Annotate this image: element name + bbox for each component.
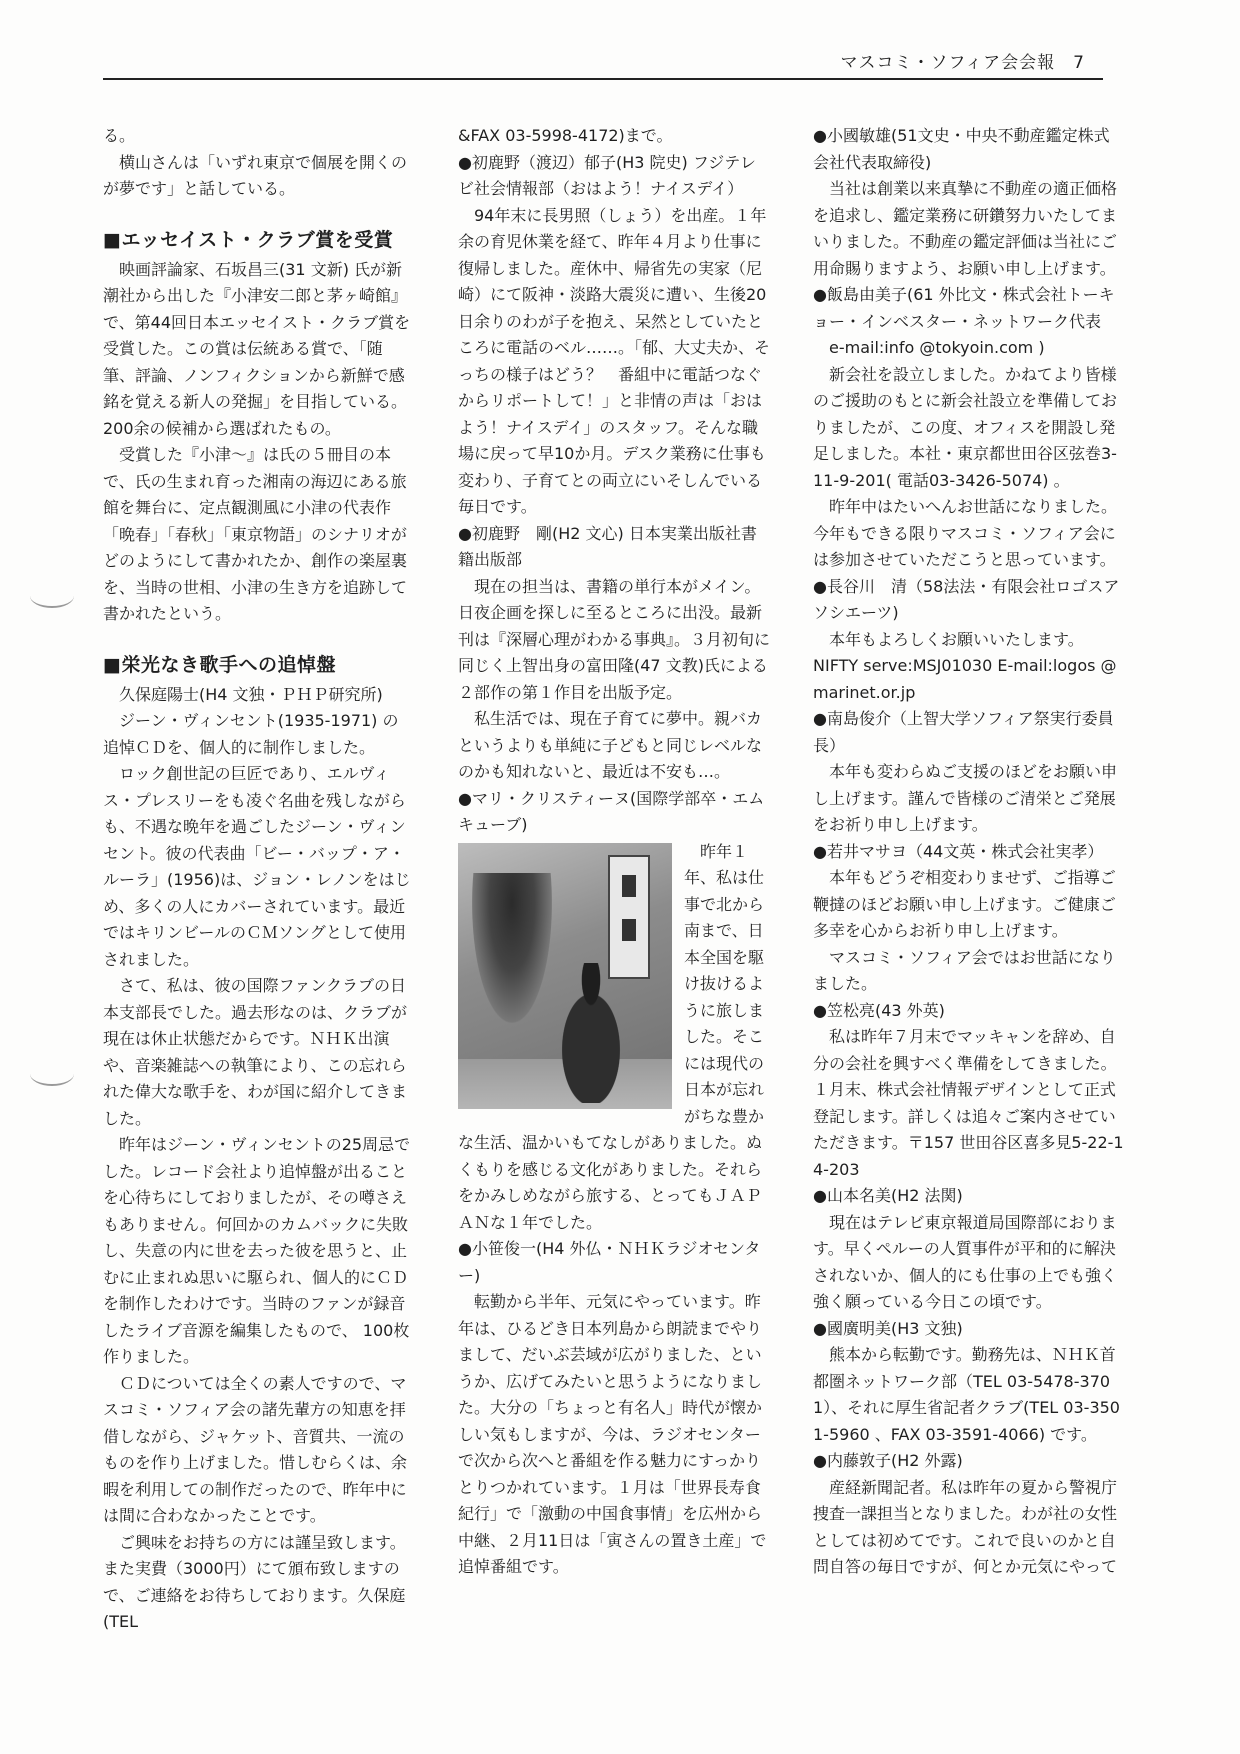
member-heading: ●若井マサヨ（44文英・株式会社実孝） bbox=[813, 841, 1104, 861]
member-heading: ●國廣明美(H3 文独) bbox=[813, 1318, 963, 1338]
paragraph: 転勤から半年、元気にやっています。昨年は、ひるどき日本列島から朗読までやりまして、だいぶ芸域が広がりました、というか、広げてみたいと思うようになりました。大分の「ちょっと有名人」時代が懐かしい気もしますが、今は、ラジオセンターで次から次へと番組を作る魅力にすっかりとりつかれています。１月は「世界長寿食紀行」で「激動の中国食事情」を広州から中継、２月11日は「寅さんの置き土産」で追悼番組です。 bbox=[458, 1292, 767, 1576]
paragraph: 横山さんは「いずれ東京で個展を開くのが夢です」と話している。 bbox=[103, 152, 408, 198]
paragraph: 94年末に長男照（しょう）を出産。１年余の育児休業を経て、昨年４月より仕事に復帰しました。産休中、帰省先の実家（尼崎）にて阪神・淡路大震災に遭い、生後20日余りのわが子を抱え、呆然としていたところに電話のベル……。「郁、大丈夫か、そっちの様子はどう？ 番組中に電話つなぐからリポートして！」と非情の声は「おはよう！ナイスデイ」のスタッフ。そんな職場に戻って早10か月。デスク業務に仕事も変わり、子育てとの両立にいそしんでいる毎日です。 bbox=[458, 205, 771, 516]
scan-binding-mark bbox=[30, 584, 74, 608]
email-address: e-mail:info @tokyoin.com ) bbox=[829, 338, 1045, 357]
paragraph: 本年もどうぞ相変わりませず、ご指導ご鞭撻のほどお願い申し上げます。ご健康ご多幸を心からお祈り申し上げます。 bbox=[813, 868, 1116, 940]
hanging-scroll-art bbox=[608, 855, 650, 979]
member-heading: ●小國敏雄(51文史・中央不動産鑑定株式会社代表取締役) bbox=[813, 126, 1110, 172]
paragraph: 当社は創業以来真摯に不動産の適正価格を追求し、鑑定業務に研鑽努力いたしてまいりました。不動産の鑑定評価は当社にご用命賜りますよう、お願い申し上げます。 bbox=[813, 179, 1118, 278]
paragraph: ご興味をお持ちの方には謹呈致します。また実費（3000円）にて頒布致しますので、ご連絡をお待ちしております。久保庭(TEL bbox=[103, 1532, 406, 1631]
member-heading: ●小笹俊一(H4 外仏・ＮＨＫラジオセンター) bbox=[458, 1239, 761, 1285]
paragraph: 熊本から転勤です。勤務先は、ＮＨＫ首都圏ネットワーク部（TEL 03-5478-3701）、それに厚生省記者クラブ(TEL 03-3501-5960 、FAX 03-3591-4066) です。 bbox=[813, 1345, 1120, 1444]
column-3 bbox=[813, 123, 1125, 1581]
samurai-armor-art bbox=[472, 873, 552, 1023]
paragraph: 私は昨年７月末でマッキャンを辞め、自分の会社を興すべく準備をしてきました。１月末、株式会社情報デザインとして正式登記します。詳しくは追々ご案内させていただきます。〒157 世田谷区喜多見5-22-14-203 bbox=[813, 1027, 1124, 1179]
section-heading-tribute-album: ■栄光なき歌手への追悼盤 bbox=[103, 653, 336, 676]
paragraph: 本年も変わらぬご支援のほどをお願い申し上げます。謹んで皆様のご清栄とご発展をお祈り申し上げます。 bbox=[813, 762, 1118, 834]
member-heading: ●飯島由美子(61 外比文・株式会社トーキョー・インベスター・ネットワーク代表 bbox=[813, 285, 1115, 331]
contact-line: NIFTY serve:MSJ01030 E-mail:logos @marinet.or.jp bbox=[813, 656, 1117, 702]
member-heading: ●長谷川 清（58法法・有限会社ロゴスアソシエーツ) bbox=[813, 576, 1120, 622]
seated-person-art bbox=[546, 963, 636, 1103]
member-heading: ●内藤敦子(H2 外露) bbox=[813, 1451, 963, 1470]
member-heading: ●初鹿野 剛(H2 文心) 日本実業出版社書籍出版部 bbox=[458, 523, 757, 569]
member-heading: ●山本名美(H2 法関) bbox=[813, 1186, 963, 1205]
paragraph: 現在はテレビ東京報道局国際部におります。早くペルーの人質事件が平和的に解決されないか、個人的にも仕事の上でも強く強く願っている今日この頃です。 bbox=[813, 1212, 1118, 1311]
paragraph: ジーン・ヴィンセント(1935-1971) の追悼ＣＤを、個人的に制作しました。 bbox=[103, 711, 399, 757]
paragraph: マスコミ・ソフィア会ではお世話になりました。 bbox=[813, 947, 1116, 993]
page-header bbox=[103, 48, 1103, 80]
paragraph: さて、私は、彼の国際ファンクラブの日本支部長でした。過去形なのは、クラブが現在は休止状態だからです。ＮＨＫ出演や、音楽雑誌への執筆により、この忘れられた偉大な歌手を、わが国に紹介してきました。 bbox=[103, 976, 408, 1128]
paragraph: 新会社を設立しました。かねてより皆様のご援助のもとに新会社設立を準備しておりましたが、この度、オフィスを開設し発足しました。本社・東京都世田谷区弦巻3-11-9-201( 電話03-3426-5074) 。 bbox=[813, 364, 1118, 490]
paragraph: 産経新聞記者。私は昨年の夏から警視庁捜査一課担当となりました。わが社の女性としては初めてです。これで良いのかと自問自答の毎日ですが、何とか元気にやって bbox=[813, 1477, 1118, 1576]
member-heading: ●笠松亮(43 外英) bbox=[813, 1000, 945, 1020]
paragraph: る。 bbox=[103, 126, 136, 145]
paragraph: 受賞した『小津～』は氏の５冊目の本で、氏の生まれ育った湘南の海辺にある旅館を舞台に、定点観測風に小津の代表作「晩春」「春秋」「東京物語」のシナリオがどのようにして書かれたか、創作の楽屋裏を、当時の世相、小津の生き方を追跡して書かれたという。 bbox=[103, 445, 408, 623]
member-heading: ●南島俊介（上智大学ソフィア祭実行委員長） bbox=[813, 709, 1114, 755]
member-heading: ●マリ・クリスティーヌ(国際学部卒・エムキューブ) bbox=[458, 788, 765, 834]
paragraph: 昨年１年、私は仕事で北から南まで、日本全国を駆け抜けるように旅しました。そこには現代の日本が忘れがちな豊かな生活、温かいもてなしがありました。ぬくもりを感じる文化がありました。それらをかみしめながら旅する、とってもＪＡＰＡＮな１年でした。 bbox=[458, 841, 765, 1232]
scan-binding-mark bbox=[30, 1062, 74, 1086]
portrait-photo bbox=[458, 843, 672, 1109]
paragraph: 昨年中はたいへんお世話になりました。今年もできる限りマスコミ・ソフィア会には参加させていただこうと思っています。 bbox=[813, 497, 1118, 569]
member-heading: ●初鹿野（渡辺）郁子(H3 院史) フジテレビ社会情報部（おはよう！ナイスデイ） bbox=[458, 152, 756, 198]
newsletter-title: マスコミ・ソフィア会会報 7 bbox=[840, 53, 1085, 73]
paragraph: ＣＤについては全くの素人ですので、マスコミ・ソフィア会の諸先輩方の知恵を拝借しながら、ジャケット、音質共、一流のものを作り上げました。惜しむらくは、余暇を利用しての制作だったので、昨年中には間に合わなかったことです。 bbox=[103, 1373, 408, 1525]
paragraph: 私生活では、現在子育てに夢中。親バカというよりも単純に子どもと同じレベルなのかも知れないと、最近は不安も…。 bbox=[458, 709, 763, 781]
paragraph: 昨年はジーン・ヴィンセントの25周忌でした。レコード会社より追悼盤が出ることを心待ちにしておりましたが、その噂さえもありません。何回かのカムバックに失敗し、失意の内に世を去った彼を思うと、止むに止まれぬ思いに駆られ、個人的にＣＤを制作したわけです。当時のファンが録音したライブ音源を編集したもので、 100枚作りました。 bbox=[103, 1135, 411, 1366]
photo-block bbox=[458, 839, 770, 1237]
column-1 bbox=[103, 123, 411, 1636]
section-heading-essay-award: ■エッセイスト・クラブ賞を受賞 bbox=[103, 228, 394, 251]
paragraph: 現在の担当は、書籍の単行本がメイン。日夜企画を探しに至るところに出没。最新刊は『深層心理がわかる事典』。３月初旬に同じく上智出身の富田隆(47 文教)氏による２部作の第１作目を出版予定。 bbox=[458, 576, 771, 702]
column-2 bbox=[458, 123, 770, 1581]
article-author: 久保庭陽士(H4 文独・ＰＨＰ研究所) bbox=[119, 684, 383, 704]
paragraph: 本年もよろしくお願いいたします。 bbox=[829, 629, 1084, 649]
paragraph: ロック創世記の巨匠であり、エルヴィス・プレスリーをも凌ぐ名曲を残しながらも、不遇な晩年を過ごしたジーン・ヴィンセント。彼の代表曲「ビー・バップ・ア・ルーラ」(1956)は、ジョン・レノンをはじめ、多くの人にカバーされています。最近ではキリンビールのＣＭソングとして使用されました。 bbox=[103, 764, 411, 969]
paragraph: &FAX 03-5998-4172)まで。 bbox=[458, 126, 673, 145]
paragraph: 映画評論家、石坂昌三(31 文新) 氏が新潮社から出した『小津安二郎と茅ヶ崎館』で、第44回日本エッセイスト・クラブ賞を受賞した。この賞は伝統ある賞で、「随筆、評論、ノンフィクションから新鮮で感銘を覚える新人の発掘」を目指している。200余の候補から選ばれたもの。 bbox=[103, 259, 411, 438]
